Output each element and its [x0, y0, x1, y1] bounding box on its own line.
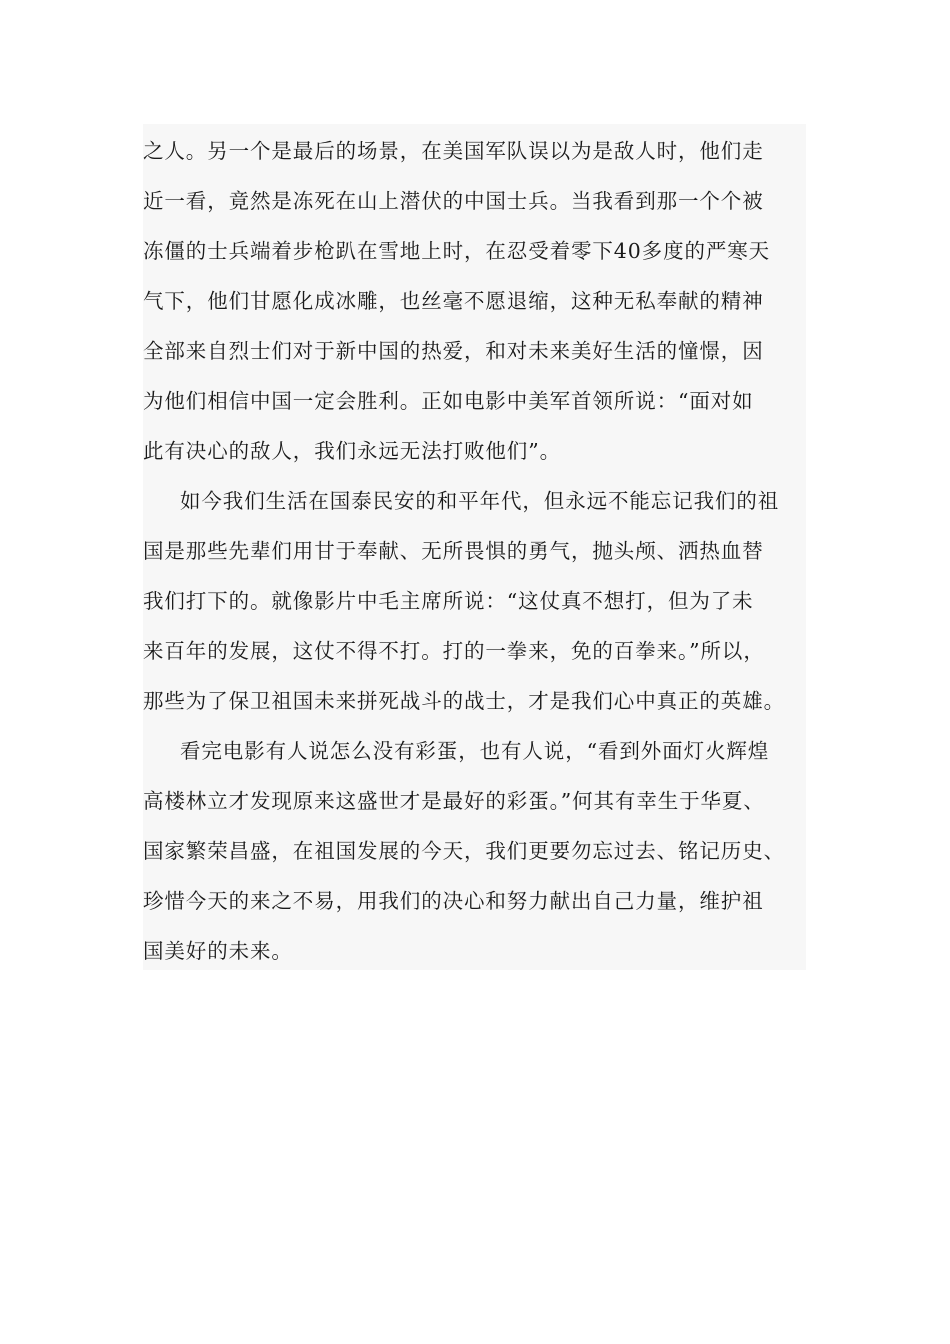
paragraph-line: 那些为了保卫祖国未来拼死战斗的战士，才是我们心中真正的英雄。 [143, 689, 785, 713]
paragraph-line: 我们打下的。就像影片中毛主席所说：“这仗真不想打，但为了未 [143, 589, 754, 613]
paragraph-line: 冻僵的士兵端着步枪趴在雪地上时，在忍受着零下40多度的严寒天 [143, 239, 771, 263]
paragraph-line: 气下，他们甘愿化成冰雕，也丝毫不愿退缩，这种无私奉献的精神 [143, 289, 764, 313]
paragraph-line: 此有决心的敌人，我们永远无法打败他们”。 [143, 439, 561, 463]
paragraph-line: 国是那些先辈们用甘于奉献、无所畏惧的勇气，抛头颅、洒热血替 [143, 539, 764, 563]
paragraph-line: 国美好的未来。 [143, 939, 293, 963]
paragraph-line: 近一看，竟然是冻死在山上潜伏的中国士兵。当我看到那一个个被 [143, 189, 764, 213]
paragraph-line: 国家繁荣昌盛，在祖国发展的今天，我们更要勿忘过去、铭记历史、 [143, 839, 785, 863]
paragraph-line: 之人。另一个是最后的场景，在美国军队误以为是敌人时，他们走 [143, 139, 764, 163]
paragraph-line: 全部来自烈士们对于新中国的热爱，和对未来美好生活的憧憬，因 [143, 339, 764, 363]
paragraph-line: 如今我们生活在国泰民安的和平年代，但永远不能忘记我们的祖 [180, 489, 780, 513]
document-text-block [143, 124, 806, 970]
paragraph-line: 看完电影有人说怎么没有彩蛋，也有人说，“看到外面灯火辉煌 [180, 739, 770, 763]
paragraph-line: 为他们相信中国一定会胜利。正如电影中美军首领所说：“面对如 [143, 389, 754, 413]
paragraph-line: 珍惜今天的来之不易，用我们的决心和努力献出自己力量，维护祖 [143, 889, 764, 913]
paragraph-line: 高楼林立才发现原来这盛世才是最好的彩蛋。”何其有幸生于华夏、 [143, 789, 765, 813]
paragraph-line: 来百年的发展，这仗不得不打。打的一拳来，免的百拳来。”所以， [143, 639, 765, 663]
